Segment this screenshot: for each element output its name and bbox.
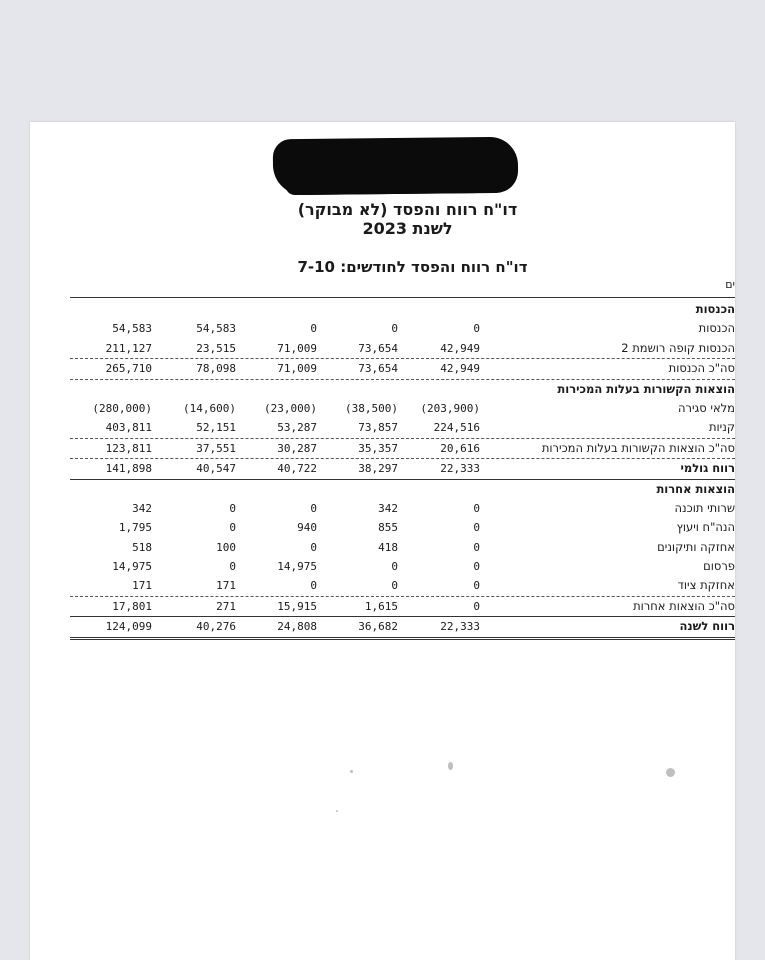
cell-month: 14,975 [277,560,317,574]
table-row-net-profit [70,617,735,639]
row-label: אחזקת ציוד [677,578,735,593]
header-rule [70,297,735,298]
row-label: הכנסות [695,302,735,316]
row-label: מלאי סגירה [677,400,735,415]
cell-month: 271 [216,599,236,613]
table-row [70,518,735,537]
table-row-subtotal [70,439,735,459]
cell-total: 403,811 [105,421,152,435]
row-label: סה"כ הכנסות [668,361,735,376]
scan-speck [448,762,453,770]
column-header-fragment: ים [725,278,735,291]
cell-month: 24,808 [277,620,317,634]
cell-month: 42,949 [440,341,480,355]
cell-total: 1,795 [118,521,152,535]
cell-month: 78,098 [196,362,236,376]
cell-month: 855 [378,521,398,535]
cell-month: 15,915 [277,599,317,613]
redaction-mark [273,137,519,196]
cell-total: 17,801 [112,599,152,613]
report-year: לשנת 2023 [362,219,453,238]
cell-month: 71,009 [277,341,317,355]
table-row-subtotal [70,359,735,379]
cell-month: 22,333 [440,462,480,476]
cell-month: 0 [229,560,236,574]
table-row [70,557,735,576]
cell-total: 14,975 [112,560,152,574]
section-header-income [70,300,735,319]
cell-month: 0 [473,560,480,574]
row-label: פרסום [703,559,735,574]
cell-month: 40,722 [277,462,317,476]
row-label: הוצאות הקשורות בעלות המכירות [557,381,735,396]
cell-month: 42,949 [440,362,480,376]
row-label: הנה"ח ויעוץ [676,520,735,535]
cell-month: 418 [378,540,398,554]
cell-month: 38,297 [358,462,398,476]
cell-month: 0 [391,579,398,593]
cell-month: 52,151 [196,421,236,435]
cell-month: 0 [310,540,317,554]
scan-speck [666,768,675,777]
table-row [70,339,735,359]
cell-month: 35,357 [358,441,398,455]
cell-total: 171 [132,579,152,593]
cell-total: (280,000) [92,401,152,415]
section-header-cost-of-sales [70,380,735,399]
cell-total: 141,898 [105,462,152,476]
table-row [70,538,735,557]
row-label: רווח גולמי [680,461,735,476]
row-label: הכנסות קופה רושמת 2 [621,340,735,355]
table-row-gross-profit [70,459,735,479]
row-label: שרותי תוכנה [674,500,735,515]
cell-month: 73,654 [358,341,398,355]
cell-month: 171 [216,579,236,593]
section-header-other-expenses [70,480,735,499]
cell-month: 40,276 [196,620,236,634]
cell-month: 0 [473,540,480,554]
cell-month: (23,000) [264,401,317,415]
cell-month: 22,333 [440,620,480,634]
cell-month: 54,583 [196,322,236,336]
row-label: סה"כ הוצאות אחרות [633,598,735,613]
cell-month: 0 [473,579,480,593]
row-label: אחזקה ותיקונים [657,539,735,554]
cell-month: 20,616 [440,441,480,455]
cell-month: 0 [473,599,480,613]
cell-month: 1,615 [364,599,398,613]
cell-month: (203,900) [420,401,480,415]
cell-month: 23,515 [196,341,236,355]
cell-month: 0 [310,501,317,515]
cell-month: 0 [391,560,398,574]
cell-month: 100 [216,540,236,554]
cell-total: 342 [132,501,152,515]
cell-month: 40,547 [196,462,236,476]
row-label: קניות [708,420,735,435]
cell-total: 518 [132,540,152,554]
table-row [70,499,735,518]
table-row [70,319,735,338]
cell-total: 211,127 [105,341,152,355]
cell-total: 265,710 [105,362,152,376]
row-label: רווח לשנה [679,619,735,634]
cell-month: 30,287 [277,441,317,455]
cell-month: 0 [310,322,317,336]
cell-month: 73,857 [358,421,398,435]
profit-loss-table [70,300,735,640]
cell-month: 71,009 [277,362,317,376]
scan-speck [350,770,353,773]
cell-month: 940 [297,521,317,535]
cell-month: 36,682 [358,620,398,634]
row-label: הכנסות [698,321,735,336]
cell-month: 0 [473,322,480,336]
report-subtitle: דו"ח רווח והפסד לחודשים: 7-10 [297,258,528,276]
cell-month: 0 [310,579,317,593]
cell-month: (14,600) [183,401,236,415]
cell-month: 0 [473,521,480,535]
table-row [70,399,735,418]
table-row-subtotal [70,597,735,617]
scan-speck [336,810,338,812]
cell-total: 54,583 [112,322,152,336]
document-page [30,122,735,960]
cell-month: (38,500) [345,401,398,415]
cell-month: 224,516 [433,421,480,435]
cell-month: 0 [229,501,236,515]
cell-total: 123,811 [105,441,152,455]
cell-month: 0 [229,521,236,535]
report-title: דו"ח רווח והפסד (לא מבוקר) [297,200,518,219]
row-label: סה"כ הוצאות הקשורות בעלות המכירות [541,440,735,455]
cell-month: 342 [378,501,398,515]
cell-total: 124,099 [105,620,152,634]
cell-month: 0 [473,501,480,515]
cell-month: 53,287 [277,421,317,435]
table-row [70,418,735,438]
cell-month: 37,551 [196,441,236,455]
cell-month: 0 [391,322,398,336]
table-row [70,576,735,596]
row-label: הוצאות אחרות [656,481,735,496]
cell-month: 73,654 [358,362,398,376]
